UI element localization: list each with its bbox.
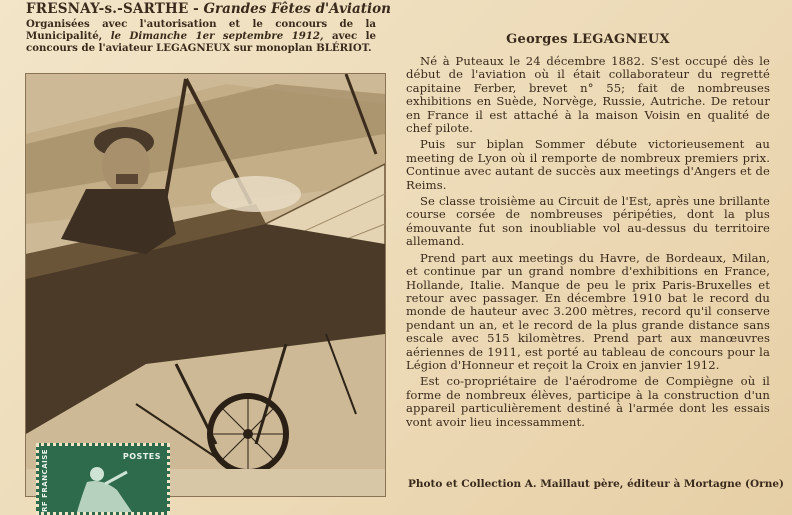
header-subtitle xyxy=(26,18,376,54)
biography-column xyxy=(406,31,770,432)
stamp-country: RF FRANCAISE xyxy=(41,448,49,512)
bio-paragraph: Né à Puteaux le 24 décembre 1882. S'est occupé dès le début de l'aviation où il était collaborateur du regretté capitaine Ferber, brevet n° 55; fait de nombreuses exhibitions en Suède, Norvège, Russie, Autriche. De retour en France il est attaché à la maison Voisin en qualité de chef pilote. xyxy=(406,54,770,136)
postage-stamp xyxy=(36,443,170,515)
header-sub-a: Organisées avec l'autorisation et le concours de la Municipalité, xyxy=(26,18,376,42)
card-header xyxy=(26,0,396,54)
bio-paragraph: Puis sur biplan Sommer débute victorieusement au meeting de Lyon où il remporte de nombreux premiers prix. Continue avec autant de succès aux meetings d'Angers et de Reims. xyxy=(406,137,770,192)
bio-paragraph: Prend part aux meetings du Havre, de Bordeaux, Milan, et continue par un grand nombre d'exhibitions en France, Hollande, Italie. Manque de peu le prix Paris-Bruxelles et retour avec passager. En décembre 1910 bat le record du monde de hauteur avec 3.200 mètres, record qu'il conserve pendant un an, et le record de la plus grande distance sans escale avec 515 kilomètres. Prend part aux manœuvres aériennes de 1911, est porté au tableau de concours pour la Légion d'Honneur et reçoit la Croix en janvier 1912. xyxy=(406,250,770,372)
header-dash: - xyxy=(193,1,204,17)
bio-paragraph: Est co-propriétaire de l'aérodrome de Compiègne où il forme de nombreux élèves, participe à la construction d'un appareil particulièrement destiné à l'armée dont les essais vont avoir lieu incessamment. xyxy=(406,374,770,429)
monoplane-illustration xyxy=(26,74,385,496)
header-event: Grandes Fêtes d'Aviation xyxy=(203,1,391,17)
bio-paragraph: Se classe troisième au Circuit de l'Est, après une brillante course corsée de nombreuses péripéties, dont la plus émouvante fut son inoubliable vol au-dessus du territoire allemand. xyxy=(406,194,770,249)
header-sub-date: le Dimanche 1er septembre 1912, xyxy=(110,30,324,42)
aviator-photo xyxy=(25,73,386,497)
publisher-credit: Photo et Collection A. Maillaut père, éditeur à Mortagne (Orne) xyxy=(408,478,784,490)
header-place: FRESNAY-s.-SARTHE xyxy=(26,1,189,17)
sower-figure-icon xyxy=(57,460,157,512)
header-sub-b: avec le concours de l'aviateur LEGAGNEUX sur monoplan BLÉRIOT. xyxy=(26,30,377,54)
header-title xyxy=(26,0,396,18)
stamp-postes: POSTES xyxy=(122,452,161,461)
aviator-name: Georges LEGAGNEUX xyxy=(506,32,670,47)
